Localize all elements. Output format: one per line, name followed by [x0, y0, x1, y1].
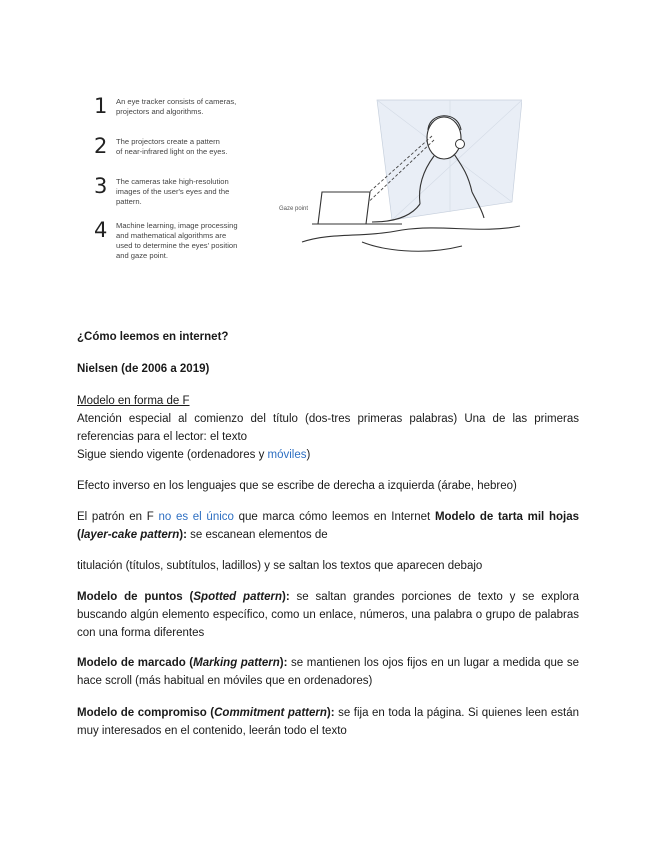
layer-cake-paragraph: El patrón en F no es el único que marca cómo leemos en Internet Modelo de tarta mil hojas (layer-cake pattern): se escanean elementos de [77, 511, 579, 541]
gaze-point-label: Gaze point [279, 206, 309, 212]
heading-how-we-read: ¿Cómo leemos en internet? [77, 331, 229, 343]
step-item [92, 172, 262, 216]
f-model-line2: Sigue siendo vigente (ordenadores y móviles) [77, 449, 311, 461]
step-text: The projectors create a pattern of near-infrared light on the eyes. [116, 137, 228, 156]
step-number: 1 [94, 94, 108, 118]
not-unique-link[interactable]: no es el único [158, 511, 234, 523]
eye-tracker-figure [92, 92, 522, 264]
step-item [92, 216, 262, 260]
steps-list [92, 92, 262, 260]
f-model-title: Modelo en forma de F [77, 395, 190, 407]
spotted-pattern-paragraph: Modelo de puntos (Spotted pattern): se saltan grandes porciones de texto y se explora buscando algún elemento específico, como un enlace, números, una palabra o grupo de palabras con una forma diferentes [77, 591, 579, 639]
step-number: 4 [94, 218, 108, 242]
step-item [92, 92, 262, 132]
moviles-link[interactable]: móviles [267, 449, 307, 461]
step-number: 3 [94, 174, 108, 198]
heading-nielsen: Nielsen (de 2006 a 2019) [77, 363, 210, 375]
step-text: An eye tracker consists of cameras, projectors and algorithms. [116, 97, 237, 116]
f-model-line1: Atención especial al comienzo del título (dos-tres primeras palabras) Una de las primeras referencias para el lector: el texto [77, 413, 579, 443]
marking-pattern-paragraph: Modelo de marcado (Marking pattern): se mantienen los ojos fijos en un lugar a medida que se hace scroll (más habitual en móviles que en ordenadores) [77, 657, 579, 687]
step-number: 2 [94, 134, 108, 158]
step-text: Machine learning, image processing and mathematical algorithms are used to determine the eyes' position and gaze point. [116, 221, 238, 260]
step-text: The cameras take high-resolution images of the user's eyes and the pattern. [116, 177, 230, 206]
eye-tracking-illustration [272, 92, 522, 264]
titulacion-paragraph: titulación (títulos, subtítulos, ladillos) y se saltan los textos que aparecen debajo [77, 560, 483, 572]
section-f-model [77, 392, 579, 464]
step-item [92, 132, 262, 172]
commitment-pattern-paragraph: Modelo de compromiso (Commitment pattern): se fija en toda la página. Si quienes leen están muy interesados en el contenido, leerán todo el texto [77, 707, 579, 737]
inverse-effect-paragraph: Efecto inverso en los lenguajes que se escribe de derecha a izquierda (árabe, hebreo) [77, 480, 517, 492]
